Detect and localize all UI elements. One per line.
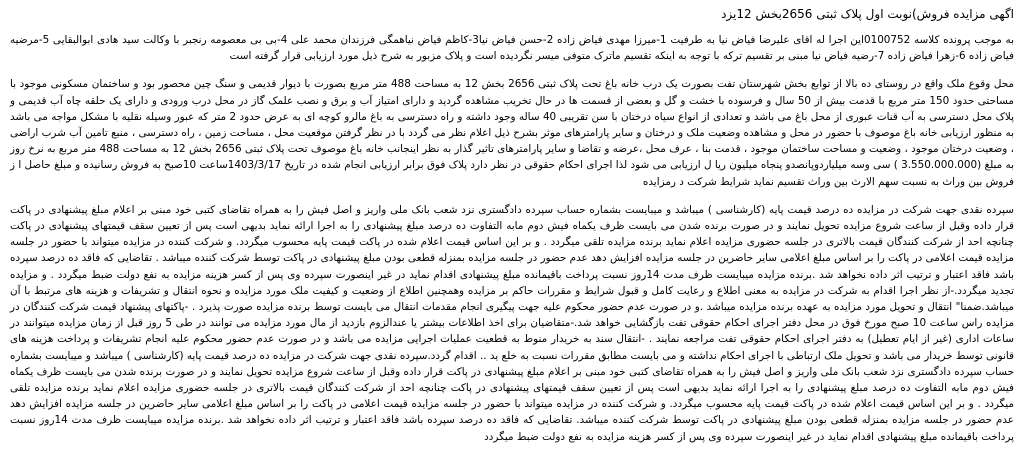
notice-paragraph-parties: به موجب پرونده کلاسه 0100752این اجرا له اقای علیرضا فیاض نیا به طرفیت 1-میرزا مهدی فیاض زاده 2-حسن فیاض نیا3-کاظم فیاض نیاهمگی فرزندان محمد علی 4-بی بی معصومه رنجبر با وکالت سید هادی ابوالبقایی 5-مرضیه فیاض زاده 6-زهرا فیاض زاده 7-رضیه فیاض نیا مبنی بر تقسیم ترکه با توجه به اینکه تقسیم ماترک متوفی میسر نگردیده است و پلاک مزبور به شرح ذیل مورد ارزیابی قرار گرفته است: [10, 34, 1015, 63]
notice-title: اگهی مزایده فروش)نوبت اول پلاک ثبتی 2656بخش 12یزد: [721, 7, 1014, 21]
notice-paragraph-conditions: سپرده نقدی جهت شرکت در مزایده ده درصد قیمت پایه (کارشناسی ) میباشد و میبایست بشماره حساب سپرده دادگستری نزد شعب بانک ملی واریز و اصل فیش را به همراه تقاضای کتبی خود مبنی بر اعلام مبلغ پیشنهادی در پاکت قرار داده وقبل از ساعت شروع مزایده تحویل نمایند و در صورت برنده شدن می بایست ظرف یکماه فیش دوم مابه التفاوت ده درصد مبلغ پیشنهادی را به اجرا ارائه نماید بدیهی است پس از تعیین سقف قیمتهای پیشنهادی در پاکت چنانچه احد از شرکت کنندگان قیمت بالاتری در جلسه حضوری مزایده اعلام نماید برنده مزایده تلقی میگردد . و بر این اساس قیمت اعلام شده در پاکت قیمت پایه محسوب میگردد. و شرکت کننده در مزایده میتواند با حضور در جلسه مزایده قیمت اعلامی در پاکت را بر اساس مبلغ اعلامی سایر حاضرین در جلسه مزایده افزایش دهد عدم حضور در جلسه مزایده بمنزله قطعی بودن مبلغ پیشنهادی در پاکت توسط شرکت کننده میباشد . تقاضایی که فاقد ده درصد سپرده باشد فاقد اعتبار و ترتیب اثر داده نخواهد شد .برنده مزایده میبایست ظرف مدت 14روز نسبت پرداخت باقیمانده مبلغ پیشنهادی اقدام نماید در غیر اینصورت سپرده وی پس از کسر هزینه مزایده به نفع دولت ضبط میگردد . و مزایده تجدید میگردد.-از نظر اجرا اقدام به شرکت در مزایده به معنی اطلاع و رعایت کامل و قبول شرایط و مقررات حاکم بر مزایده وهمچنین اطلاع از وضعیت و کیفیت ملک مورد مزایده و نحوه انتقال و تشریفات و هزینه های مرتبط با آن میباشد.ضمنا" انتقال و تحویل مورد مزایده به عهده برنده مزایده میباشد .و در صورت عدم حضور محکوم علیه جهت پیگیری انجام مقدمات انتقال می بایست توسط برنده مزایده صورت پذیرد . -پاکتهای پیشنهاد قیمت شرکت کنندگان در مزایده راس ساعت 10 صبح مورخ فوق در محل دفتر اجرای احکام حقوقی تفت بازگشایی خواهد شد.-متقاضیان برای اخذ اطلاعات بیشتر یا عندالزوم بازدید از مال مورد مزایده می توانند در طی 5 روز قبل از زمان مزایده میتوانند در ساعات اداری (غیر از ایام تعطیل) به دفتر اجرای احکام حقوقی تفت مراجعه نمایند . -انتقال سند به خریدار منوط به قطعیت عملیات اجرایی مزایده می باشد و در صورت عدم حضور محکوم علیه انجام تشریفات و پرداخت هزینه های قانونی توسط خریدار می باشد و تحویل ملک ارتباطی با اجرای احکام نداشته و می بایست مطابق مقررات نسبت به خلع ید .. اقدام گردد.سپرده نقدی جهت شرکت در مزایده ده درصد قیمت پایه (کارشناسی ) میباشد و میبایست بشماره حساب سپرده دادگستری نزد شعب بانک ملی واریز و اصل فیش را به همراه تقاضای کتبی خود مبنی بر اعلام مبلغ پیشنهادی در پاکت قرار داده وقبل از ساعت شروع مزایده تحویل نمایند و در صورت برنده شدن می بایست ظرف یکماه فیش دوم مابه التفاوت ده درصد مبلغ پیشنهادی را به اجرا ارائه نماید بدیهی است پس از تعیین سقف قیمتهای پیشنهادی در پاکت چنانچه احد از شرکت کنندگان قیمت بالاتری در جلسه حضوری مزایده اعلام نماید برنده مزایده تلقی میگردد . و بر این اساس قیمت اعلام شده در پاکت قیمت پایه محسوب میگردد. و شرکت کننده در مزایده میتواند با حضور در جلسه مزایده قیمت اعلامی در پاکت را بر اساس مبلغ اعلامی سایر حاضرین در جلسه مزایده افزایش دهد عدم حضور در جلسه مزایده بمنزله قطعی بودن مبلغ پیشنهادی در پاکت توسط شرکت کننده میباشد. تقاضایی که فاقد ده درصد سپرده باشد فاقد اعتبار و ترتیب اثر داده نخواهد شد .برنده مزایده میبایست ظرف مدت 14روز نسبت پرداخت باقیمانده مبلغ پیشنهادی اقدام نماید در غیر اینصورت سپرده وی پس از کسر هزینه مزایده به نفع دولت ضبط میگردد: [10, 203, 1015, 443]
notice-paragraph-property: محل وقوع ملک واقع در روستای ده بالا از توابع بخش شهرستان تفت بصورت یک درب خانه باغ تحت پلاک ثبتی 2656 بخش 12 به مساحت 488 متر مربع بصورت با دیوار قدیمی و سنگ چین محصور بود و ساختمان مسکونی موجود با مساحتی حدود 150 متر مربع با قدمت بیش از 50 سال و فرسوده با خشت و گل و بعضی از قسمت ها در حال تخریب مشاهده گردید و دارای امتیاز آب و برق و نصب علمک گاز در محل درب ورودی و دارای یک حلقه چاه آب قدیمی و پلاک محل دسترسی به آب قنات عبوری از محل باغ می باشد و تعدادی از انواع سیاه درختان با سن تقریبی 40 ساله وجود داشته و راه دسترسی به باغ مالرو کوچه ای به عرض حدود 2 متر که عبور وسیله نقلیه با مشکل مواجه می باشد به منظور ارزیابی خانه باغ موصوف با حضور در محل و مشاهده وضعیت ملک و درختان و سایر پارامترهای موثر بشرح ذیل اعلام نظر می گردد با در نظر گرفتن موقعیت محل ، مساحت زمین ، راه دسترسی ، منبع تامین آب شرب اراضی ، وضعیت درختان موجود ، وضعیت و مساحت ساختمان موجود ، قدمت بنا ، عرف محل ،عرضه و تقاضا و سایر پارامترهای تاثیر گذار به نظر اینجانب خانه باغ موصوف تحت پلاک ثبتی 2656 بخش 12 به مساحت 488 متر مربع به نرخ روز به مبلغ (3.550.000.000 ) سی وسه میلیاردوپانصدو پنجاه میلیون ریا ل ارزیابی می شود لذا اجرای احکام حقوقی در نظر دارد پلاک فوق برابر ارزیابی انجام شده در تاریخ 1403/3/17ساعت 10صبح به فروش رسانیده و مبلغ حاصل ا ز فروش بین وراث به نسبت سهم الارث بین وراث تقسیم نماید شرایط شرکت د رمزایده: [10, 78, 1015, 188]
